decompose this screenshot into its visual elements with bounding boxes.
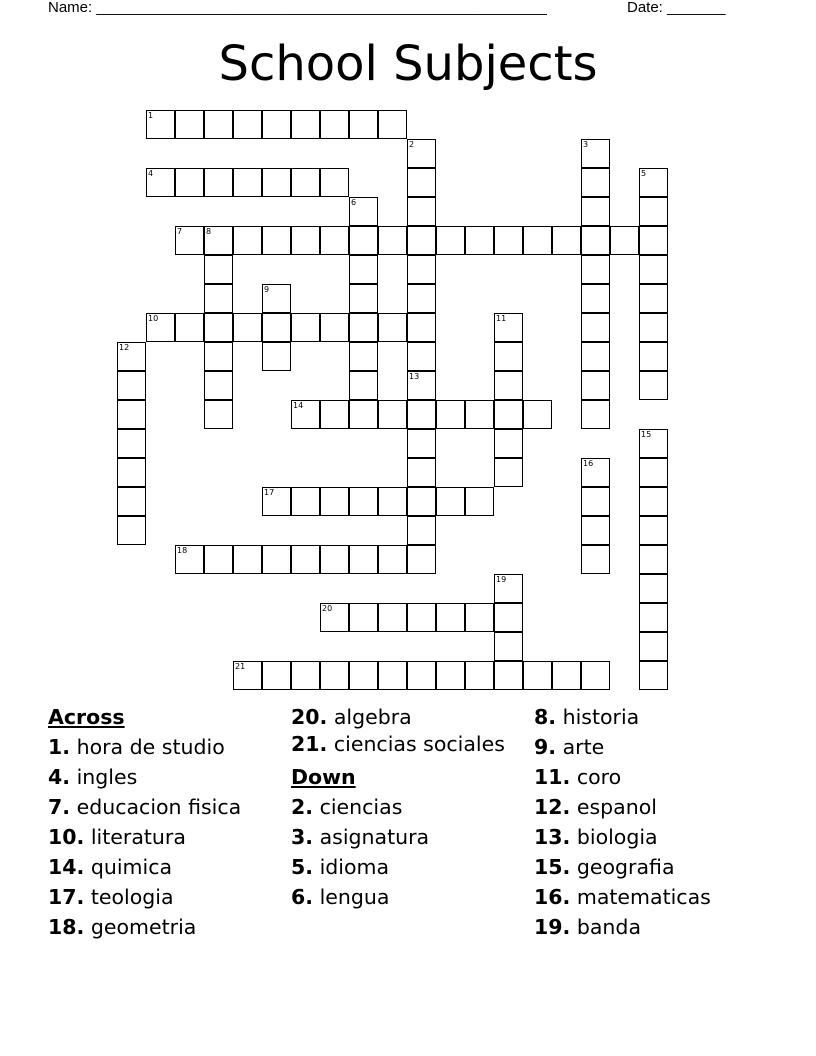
clue-number: 15	[641, 430, 652, 439]
grid-cell[interactable]	[639, 574, 668, 603]
grid-cell[interactable]	[233, 313, 262, 342]
clue-item-text: teologia	[90, 885, 174, 909]
grid-cell[interactable]	[349, 371, 378, 400]
clue-item-text: ciencias	[319, 795, 403, 819]
grid-cell[interactable]	[204, 313, 233, 342]
grid-cell[interactable]	[465, 661, 494, 690]
grid-cell[interactable]	[349, 284, 378, 313]
down-clue-list-continued	[534, 702, 769, 942]
clue-number: 20	[322, 604, 333, 613]
grid-cell[interactable]	[175, 226, 204, 255]
clue-item-number: 14.	[48, 855, 85, 879]
grid-cell[interactable]	[320, 603, 349, 632]
grid-cell[interactable]	[349, 603, 378, 632]
grid-cell[interactable]	[407, 545, 436, 574]
clue-item-number: 2.	[291, 795, 314, 819]
clue-number: 14	[293, 401, 304, 410]
clue-item-text: idioma	[319, 855, 390, 879]
grid-cell[interactable]	[407, 400, 436, 429]
clues-column-2	[291, 702, 526, 912]
grid-cell[interactable]	[407, 168, 436, 197]
grid-cell[interactable]	[494, 661, 523, 690]
grid-cell[interactable]	[581, 197, 610, 226]
clue-item-number: 6.	[291, 885, 314, 909]
grid-cell[interactable]	[581, 545, 610, 574]
grid-cell[interactable]	[117, 516, 146, 545]
clue-item	[534, 852, 769, 882]
grid-cell[interactable]	[262, 110, 291, 139]
clue-item	[534, 702, 769, 732]
clue-item	[48, 732, 283, 762]
grid-cell[interactable]	[378, 603, 407, 632]
grid-cell[interactable]	[407, 487, 436, 516]
grid-cell[interactable]	[407, 661, 436, 690]
grid-cell[interactable]	[204, 545, 233, 574]
clue-item-text: educacion fisica	[76, 795, 242, 819]
clue-item	[48, 852, 283, 882]
grid-cell[interactable]	[262, 226, 291, 255]
grid-cell[interactable]	[320, 661, 349, 690]
clue-number: 8	[206, 227, 212, 236]
grid-cell[interactable]	[320, 487, 349, 516]
grid-cell[interactable]	[407, 139, 436, 168]
grid-cell[interactable]	[262, 487, 291, 516]
grid-cell[interactable]	[407, 458, 436, 487]
clue-item-text: coro	[576, 765, 622, 789]
grid-cell[interactable]	[436, 400, 465, 429]
clue-item	[534, 912, 769, 942]
grid-cell[interactable]	[494, 313, 523, 342]
clue-item	[48, 912, 283, 942]
grid-cell[interactable]	[581, 487, 610, 516]
grid-cell[interactable]	[581, 516, 610, 545]
clue-number: 9	[264, 285, 270, 294]
clue-item-number: 19.	[534, 915, 571, 939]
grid-cell[interactable]	[175, 168, 204, 197]
grid-cell[interactable]	[523, 661, 552, 690]
grid-cell[interactable]	[349, 313, 378, 342]
clue-number: 4	[148, 169, 154, 178]
clue-item	[291, 792, 526, 822]
clue-item	[291, 882, 526, 912]
clue-item-text: matematicas	[576, 885, 711, 909]
grid-cell[interactable]	[581, 661, 610, 690]
grid-cell[interactable]	[291, 110, 320, 139]
clue-item	[291, 852, 526, 882]
grid-cell[interactable]	[639, 632, 668, 661]
grid-cell[interactable]	[320, 226, 349, 255]
grid-cell[interactable]	[146, 110, 175, 139]
clue-number: 18	[177, 546, 188, 555]
grid-cell[interactable]	[639, 487, 668, 516]
down-heading: Down	[291, 765, 356, 789]
grid-cell[interactable]	[465, 400, 494, 429]
clue-number: 6	[351, 198, 357, 207]
clue-item	[48, 762, 283, 792]
grid-cell[interactable]	[639, 255, 668, 284]
clue-item	[48, 882, 283, 912]
clue-number: 12	[119, 343, 130, 352]
grid-cell[interactable]	[494, 342, 523, 371]
grid-cell[interactable]	[465, 487, 494, 516]
grid-cell[interactable]	[407, 197, 436, 226]
grid-cell[interactable]	[349, 342, 378, 371]
clue-item-text: geografia	[576, 855, 675, 879]
grid-cell[interactable]	[494, 632, 523, 661]
clue-item-number: 12.	[534, 795, 571, 819]
clue-item	[534, 762, 769, 792]
clue-item	[534, 882, 769, 912]
clue-item-text: historia	[562, 705, 640, 729]
grid-cell[interactable]	[581, 342, 610, 371]
grid-cell[interactable]	[117, 458, 146, 487]
grid-cell[interactable]	[320, 313, 349, 342]
grid-cell[interactable]	[291, 545, 320, 574]
clue-item-number: 18.	[48, 915, 85, 939]
clue-item	[534, 822, 769, 852]
grid-cell[interactable]	[523, 400, 552, 429]
grid-cell[interactable]	[291, 226, 320, 255]
grid-cell[interactable]	[262, 313, 291, 342]
grid-cell[interactable]	[262, 168, 291, 197]
clue-item-text: geometria	[90, 915, 197, 939]
grid-cell[interactable]	[407, 516, 436, 545]
grid-cell[interactable]	[349, 110, 378, 139]
grid-cell[interactable]	[639, 371, 668, 400]
clue-item-text: asignatura	[319, 825, 430, 849]
clue-item-number: 20.	[291, 705, 328, 729]
grid-cell[interactable]	[581, 400, 610, 429]
grid-cell[interactable]	[465, 603, 494, 632]
clues-column-3	[534, 702, 769, 942]
clue-item	[534, 732, 769, 762]
grid-cell[interactable]	[581, 168, 610, 197]
clue-item	[534, 792, 769, 822]
clue-number: 5	[641, 169, 647, 178]
clue-item-text: ciencias sociales	[333, 732, 505, 756]
grid-cell[interactable]	[523, 226, 552, 255]
clue-number: 2	[409, 140, 415, 149]
grid-cell[interactable]	[204, 371, 233, 400]
grid-cell[interactable]	[639, 226, 668, 255]
grid-cell[interactable]	[146, 313, 175, 342]
grid-cell[interactable]	[639, 342, 668, 371]
clue-number: 19	[496, 575, 507, 584]
grid-cell[interactable]	[436, 661, 465, 690]
clue-item-number: 9.	[534, 735, 557, 759]
grid-cell[interactable]	[552, 661, 581, 690]
clue-number: 17	[264, 488, 275, 497]
grid-cell[interactable]	[175, 313, 204, 342]
grid-cell[interactable]	[639, 168, 668, 197]
grid-cell[interactable]	[349, 400, 378, 429]
grid-cell[interactable]	[349, 197, 378, 226]
grid-cell[interactable]	[639, 313, 668, 342]
grid-cell[interactable]	[291, 661, 320, 690]
grid-cell[interactable]	[494, 371, 523, 400]
clue-item-text: literatura	[90, 825, 186, 849]
grid-cell[interactable]	[204, 168, 233, 197]
grid-cell[interactable]	[378, 226, 407, 255]
clue-item-number: 16.	[534, 885, 571, 909]
grid-cell[interactable]	[581, 226, 610, 255]
clue-item	[48, 792, 283, 822]
clue-item	[291, 702, 526, 732]
clue-item-number: 11.	[534, 765, 571, 789]
grid-cell[interactable]	[291, 487, 320, 516]
grid-cell[interactable]	[233, 110, 262, 139]
grid-cell[interactable]	[262, 342, 291, 371]
clue-item-text: lengua	[319, 885, 390, 909]
clue-item-text: espanol	[576, 795, 657, 819]
grid-cell[interactable]	[349, 487, 378, 516]
clue-item-number: 21.	[291, 732, 328, 756]
clue-item-number: 3.	[291, 825, 314, 849]
grid-cell[interactable]	[610, 226, 639, 255]
grid-cell[interactable]	[639, 603, 668, 632]
clue-item-number: 4.	[48, 765, 71, 789]
grid-cell[interactable]	[320, 110, 349, 139]
grid-cell[interactable]	[233, 226, 262, 255]
grid-cell[interactable]	[378, 487, 407, 516]
clue-item	[48, 822, 283, 852]
grid-cell[interactable]	[233, 168, 262, 197]
grid-cell[interactable]	[349, 661, 378, 690]
grid-cell[interactable]	[494, 458, 523, 487]
clue-item-text: algebra	[333, 705, 412, 729]
grid-cell[interactable]	[494, 603, 523, 632]
grid-cell[interactable]	[291, 168, 320, 197]
clue-item-text: banda	[576, 915, 642, 939]
grid-cell[interactable]	[581, 313, 610, 342]
clue-item-number: 10.	[48, 825, 85, 849]
grid-cell[interactable]	[436, 603, 465, 632]
down-clue-list	[291, 792, 526, 912]
grid-cell[interactable]	[204, 255, 233, 284]
grid-cell[interactable]	[407, 255, 436, 284]
clue-item-number: 13.	[534, 825, 571, 849]
grid-cell[interactable]	[233, 661, 262, 690]
grid-cell[interactable]	[378, 313, 407, 342]
grid-cell[interactable]	[349, 255, 378, 284]
grid-cell[interactable]	[320, 400, 349, 429]
clue-number: 21	[235, 662, 246, 671]
grid-cell[interactable]	[320, 168, 349, 197]
grid-cell[interactable]	[639, 429, 668, 458]
grid-cell[interactable]	[117, 429, 146, 458]
grid-cell[interactable]	[117, 400, 146, 429]
clue-item-text: arte	[562, 735, 605, 759]
clue-item-text: hora de studio	[76, 735, 225, 759]
page-title: School Subjects	[218, 36, 598, 92]
grid-cell[interactable]	[262, 545, 291, 574]
date-field-label: Date: _______	[627, 0, 726, 16]
grid-cell[interactable]	[494, 429, 523, 458]
clue-item-text: biologia	[576, 825, 658, 849]
clue-number: 1	[148, 111, 154, 120]
grid-cell[interactable]	[436, 487, 465, 516]
grid-cell[interactable]	[639, 284, 668, 313]
grid-cell[interactable]	[407, 313, 436, 342]
grid-cell[interactable]	[117, 342, 146, 371]
grid-cell[interactable]	[581, 139, 610, 168]
grid-cell[interactable]	[378, 545, 407, 574]
clue-number: 7	[177, 227, 183, 236]
clue-item-number: 1.	[48, 735, 71, 759]
grid-cell[interactable]	[639, 458, 668, 487]
grid-cell[interactable]	[117, 371, 146, 400]
grid-cell[interactable]	[204, 342, 233, 371]
clues-column-1	[48, 702, 283, 942]
grid-cell[interactable]	[378, 400, 407, 429]
grid-cell[interactable]	[349, 545, 378, 574]
grid-cell[interactable]	[639, 545, 668, 574]
across-clue-list	[48, 732, 283, 942]
grid-cell[interactable]	[204, 284, 233, 313]
grid-cell[interactable]	[320, 545, 349, 574]
clue-number: 10	[148, 314, 159, 323]
grid-cell[interactable]	[204, 226, 233, 255]
grid-cell[interactable]	[407, 342, 436, 371]
grid-cell[interactable]	[378, 661, 407, 690]
clue-item	[291, 732, 526, 762]
grid-cell[interactable]	[494, 226, 523, 255]
across-clue-list-continued	[291, 702, 526, 762]
name-field-label: Name: ______________________________________________________	[48, 0, 547, 16]
clue-item-number: 17.	[48, 885, 85, 909]
grid-cell[interactable]	[204, 400, 233, 429]
grid-cell[interactable]	[639, 197, 668, 226]
clue-number: 11	[496, 314, 507, 323]
grid-cell[interactable]	[146, 168, 175, 197]
clue-number: 16	[583, 459, 594, 468]
grid-cell[interactable]	[233, 545, 262, 574]
grid-cell[interactable]	[639, 661, 668, 690]
clue-number: 13	[409, 372, 420, 381]
clue-item	[291, 822, 526, 852]
grid-cell[interactable]	[349, 226, 378, 255]
grid-cell[interactable]	[407, 603, 436, 632]
grid-cell[interactable]	[262, 661, 291, 690]
grid-cell[interactable]	[407, 371, 436, 400]
grid-cell[interactable]	[407, 429, 436, 458]
clue-item-number: 15.	[534, 855, 571, 879]
grid-cell[interactable]	[204, 110, 233, 139]
grid-cell[interactable]	[581, 284, 610, 313]
clue-item-text: quimica	[90, 855, 173, 879]
grid-cell[interactable]	[552, 226, 581, 255]
across-heading: Across	[48, 705, 125, 729]
grid-cell[interactable]	[117, 487, 146, 516]
clue-item-number: 7.	[48, 795, 71, 819]
grid-cell[interactable]	[436, 226, 465, 255]
grid-cell[interactable]	[175, 110, 204, 139]
grid-cell[interactable]	[378, 110, 407, 139]
clue-number: 3	[583, 140, 589, 149]
grid-cell[interactable]	[581, 255, 610, 284]
clue-item-text: ingles	[76, 765, 138, 789]
grid-cell[interactable]	[262, 284, 291, 313]
grid-cell[interactable]	[639, 516, 668, 545]
grid-cell[interactable]	[407, 284, 436, 313]
clue-item-number: 5.	[291, 855, 314, 879]
grid-cell[interactable]	[581, 371, 610, 400]
clue-item-number: 8.	[534, 705, 557, 729]
grid-cell[interactable]	[175, 545, 204, 574]
grid-cell[interactable]	[407, 226, 436, 255]
grid-cell[interactable]	[494, 574, 523, 603]
grid-cell[interactable]	[494, 400, 523, 429]
grid-cell[interactable]	[465, 226, 494, 255]
grid-cell[interactable]	[291, 313, 320, 342]
grid-cell[interactable]	[581, 458, 610, 487]
grid-cell[interactable]	[291, 400, 320, 429]
